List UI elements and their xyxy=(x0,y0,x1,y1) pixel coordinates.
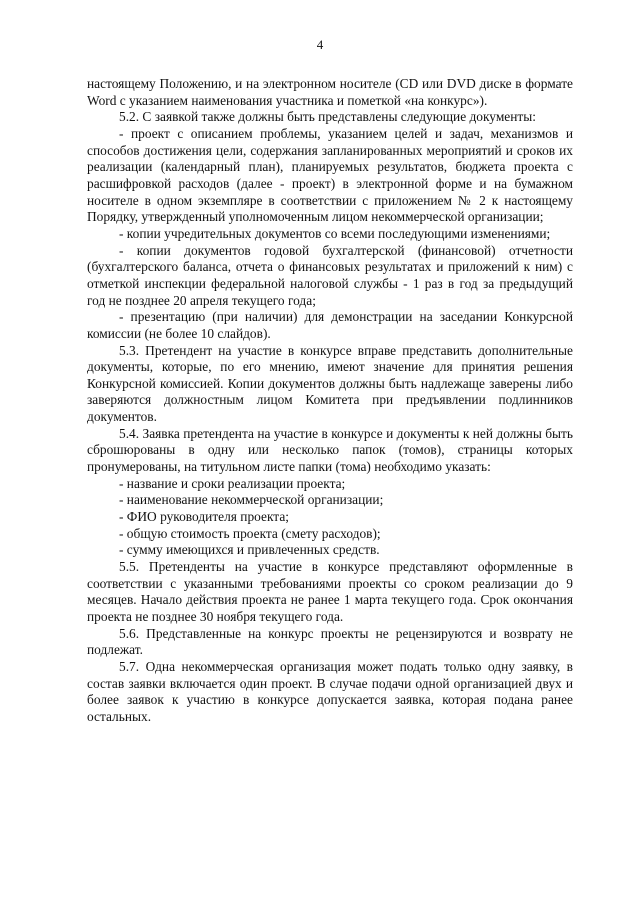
paragraph: 5.2. С заявкой также должны быть представлены следующие документы: xyxy=(119,109,536,125)
paragraph: - проект с описанием проблемы, указанием целей и задач, механизмов и способов достижения цели, содержания запланированных мероприятий и сроков их реализации (календарный план), планируемых результатов, бюджета проекта с расшифровкой расходов (далее - проект) в электронной форме и на бумажном носителе в одном экземпляре в соответствии с приложением № 2 к настоящему Порядку, утвержденный уполномоченным лицом некоммерческой организации; xyxy=(87,125,573,225)
paragraph: настоящему Положению, и на электронном носителе (CD или DVD диске в формате Word с указанием наименования участника и пометкой «на конкурс»). xyxy=(87,76,573,108)
paragraph: - сумму имеющихся и привлеченных средств. xyxy=(119,542,380,558)
page-number: 4 xyxy=(316,37,324,52)
paragraph: - наименование некоммерческой организации; xyxy=(119,492,384,508)
paragraph: 5.6. Представленные на конкурс проекты не рецензируются и возврату не подлежат. xyxy=(87,625,573,658)
paragraph: - презентацию (при наличии) для демонстрации на заседании Конкурсной комиссии (не более 10 слайдов). xyxy=(87,309,573,341)
paragraph: 5.5. Претенденты на участие в конкурсе представляют оформленные в соответствии с указанными требованиями проекты со сроком реализации до 9 месяцев. Начало действия проекта не ранее 1 марта текущего года. Срок окончания проекта не позднее 30 ноября текущего года. xyxy=(87,559,573,624)
paragraph: - копии документов годовой бухгалтерской (финансовой) отчетности (бухгалтерского баланса, отчета о финансовых результатах и приложений к ним) с отметкой инспекции федеральной налоговой службы - 1 раз в год за предыдущий год не позднее 20 апреля текущего года; xyxy=(87,242,573,308)
document-body xyxy=(87,76,573,726)
paragraph: 5.7. Одна некоммерческая организация может подать только одну заявку, в состав заявки включается один проект. В случае подачи одной организацией двух и более заявок к участию в конкурсе допускается заявка, которая подана ранее остальных. xyxy=(87,658,573,724)
paragraph: 5.3. Претендент на участие в конкурсе вправе представить дополнительные документы, которые, по его мнению, имеют значение для принятия решения Конкурсной комиссией. Копии документов должны быть надлежаще заверены либо заверяются должностным лицом Комитета при предъявлении подлинников документов. xyxy=(87,342,573,425)
paragraph: - копии учредительных документов со всеми последующими изменениями; xyxy=(119,225,551,241)
paragraph: 5.4. Заявка претендента на участие в конкурсе и документы к ней должны быть сброшюрованы в одну или несколько папок (томов), страницы которых пронумерованы, на титульном листе папки (тома) необходимо указать: xyxy=(87,425,573,475)
paragraph: - ФИО руководителя проекта; xyxy=(119,509,289,525)
paragraph: - название и сроки реализации проекта; xyxy=(119,475,346,491)
paragraph: - общую стоимость проекта (смету расходов); xyxy=(119,525,381,541)
